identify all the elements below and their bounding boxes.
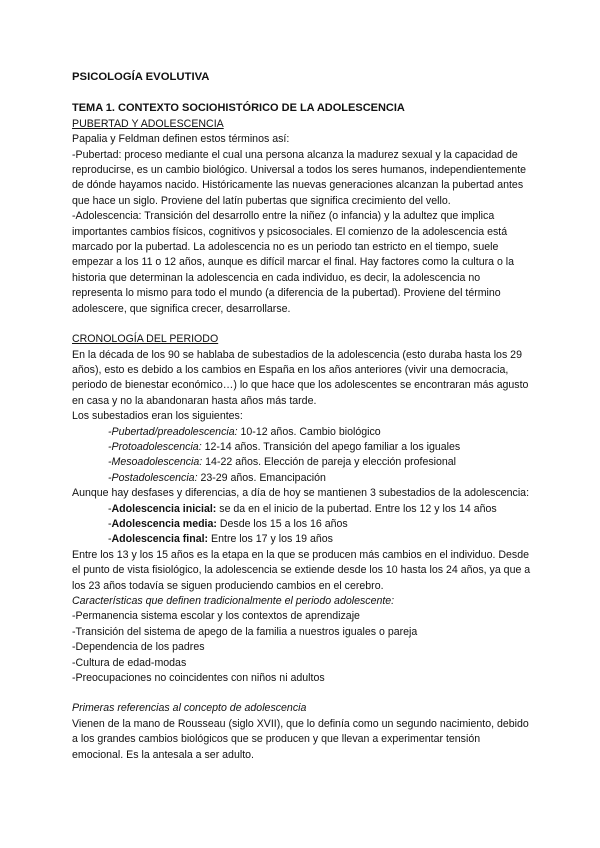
list-item: -Transición del sistema de apego de la familia a nuestros iguales o pareja (72, 625, 418, 638)
section-heading-cronologia: CRONOLOGÍA DEL PERIODO (72, 333, 219, 346)
list-item (72, 455, 532, 470)
list-item: -Dependencia de los padres (72, 641, 205, 654)
paragraph-desfases: Aunque hay desfases y diferencias, a día de hoy se mantienen 3 subestadios de la adolescencia: (72, 487, 530, 500)
list-item (72, 425, 532, 440)
tema-title: TEMA 1. CONTEXTO SOCIOHISTÓRICO DE LA ADOLESCENCIA (72, 102, 405, 115)
substage-name: -Protoadolescencia: (108, 440, 202, 453)
list-item: -Cultura de edad-modas (72, 656, 187, 669)
stage-name: Adolescencia inicial: (111, 502, 217, 515)
list-item: -Preocupaciones no coincidentes con niños ni adultos (72, 672, 325, 685)
stage-text: Entre los 17 y los 19 años (208, 533, 333, 546)
substage-text: 23-29 años. Emancipación (197, 471, 326, 484)
document-page (72, 70, 532, 763)
list-item: -Adolescencia media: Desde los 15 a los 16 años (108, 517, 348, 530)
paragraph-decada: En la década de los 90 se hablaba de subestadios de la adolescencia (esto duraba hasta los 29 años), esto es debido a los cambios en España en los años anteriores (vivir una democracia, periodo de bienestar económico…) lo que hace que los adolescentes se encontraran más agusto en casa y no la abandonaran hasta años más tarde. (72, 348, 529, 407)
substage-text: 14-22 años. Elección de pareja y elección profesional (202, 456, 457, 469)
list-item: -Adolescencia final: Entre los 17 y los 19 años (108, 533, 333, 546)
stage-text: Desde los 15 a los 16 años (216, 517, 348, 530)
characteristics-heading: Características que definen tradicionalmente el periodo adolescente: (72, 595, 395, 607)
paragraph-intro: Papalia y Feldman definen estos términos así: (72, 133, 290, 146)
substage-name: -Pubertad/preadolescencia: (108, 425, 238, 438)
paragraph-pubertad: -Pubertad: proceso mediante el cual una persona alcanza la madurez sexual y la capacidad de reproducirse, es un cambio biológico. Universal a todos los seres humanos, independientemente de dónde hayamos nacido. Históricamente las nuevas generaciones alcanzan la pubertad antes que hace un siglo. Proviene del latín pubertas que significa crecimiento del vello. (72, 148, 527, 207)
paragraph-subestadios-intro: Los subestadios eran los siguientes: (72, 410, 243, 423)
substage-name: -Postadolescencia: (108, 471, 198, 484)
list-item (72, 471, 532, 486)
list-item: -Adolescencia inicial: se da en el inicio de la pubertad. Entre los 12 y los 14 años (108, 502, 497, 515)
paragraph-rousseau: Vienen de la mano de Rousseau (siglo XVII), que lo definía como un segundo nacimiento, debido a los grandes cambios biológicos que se producen y que llevan a experimentar tensión emocional. Es la antesala a ser adulto. (72, 717, 529, 761)
stage-text: se da en el inicio de la pubertad. Entre los 12 y los 14 años (216, 502, 497, 515)
substage-name: -Mesoadolescencia: (108, 456, 203, 469)
stage-name: Adolescencia final: (111, 533, 209, 546)
list-item: -Permanencia sistema escolar y los contextos de aprendizaje (72, 610, 360, 623)
paragraph-adolescencia: -Adolescencia: Transición del desarrollo entre la niñez (o infancia) y la adultez que implica importantes cambios físicos, cognitivos y psicosociales. El comienzo de la adolescencia está marcado por la pubertad. La adolescencia no es un periodo tan estricto en el tiempo, suele empezar a los 11 o 12 años, aunque es difícil marcar el final. Hay factores como la cultura o la historia que determinan la adolescencia en cada individuo, es decir, la adolescencia no representa lo mismo para todo el mundo (a diferencia de la pubertad). Proviene del término adolescere, que significa crecer, desarrollarse. (72, 210, 515, 315)
section-heading-pubertad: PUBERTAD Y ADOLESCENCIA (72, 117, 224, 130)
section-heading-referencias: Primeras referencias al concepto de adolescencia (72, 702, 307, 715)
document-title: PSICOLOGÍA EVOLUTIVA (72, 71, 210, 83)
paragraph-cambios: Entre los 13 y los 15 años es la etapa en la que se producen más cambios en el individuo. Desde el punto de vista fisiológico, la adolescencia se extiende desde los 10 hasta los 24 años, ya que a los 23 años todavía se siguen produciendo cambios en el cerebro. (72, 548, 531, 592)
stage-name: Adolescencia media: (111, 517, 217, 530)
list-item (72, 440, 532, 455)
substage-text: 10-12 años. Cambio biológico (237, 425, 381, 438)
substage-text: 12-14 años. Transición del apego familiar a los iguales (201, 440, 461, 453)
